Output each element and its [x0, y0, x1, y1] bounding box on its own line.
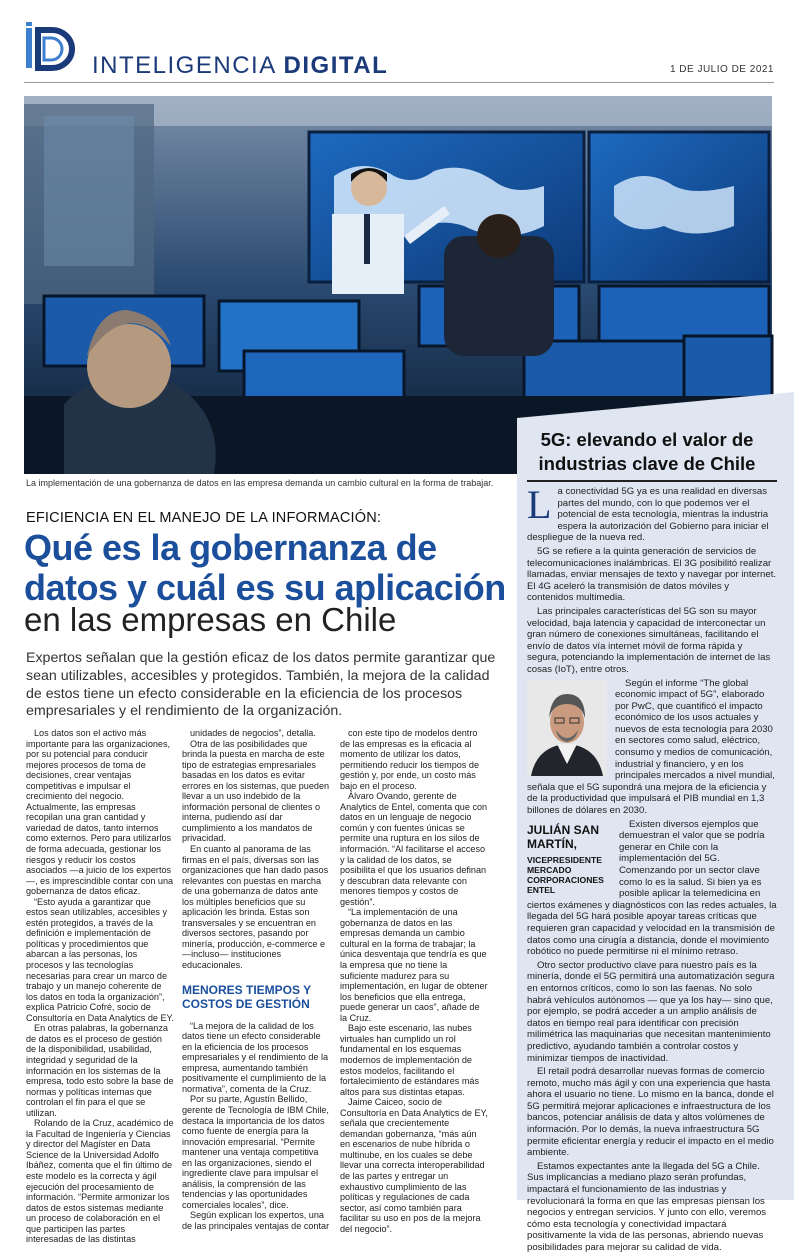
sidebar-paragraph: El retail podrá desarrollar nuevas formas de comercio remoto, mucho más ágil y con una experiencia que hasta ahora el usuario no tiene. Lo mismo en la banca, donde el 5G permitirá mejorar aplicaciones e infraestructura de los bancos, potenciar análisis de data y altos volúmenes de información. Por lo demás, la nueva infraestructura 5G permite eficientar energía y reducir el impacto en el medio ambiente.: [527, 1066, 774, 1159]
body-paragraph: Álvaro Ovando, gerente de Analytics de Entel, comenta que con datos en un lenguaje de negocio común y con fuentes únicas se permite una ruptura en los silos de información. “Al facilitarse el acceso y la calidad de los datos, se posibilita el que los usuarios definan y descubran data relevante con menores tiempos y costos de gestión”.: [340, 791, 488, 907]
body-paragraph: Bajo este escenario, las nubes virtuales han cumplido un rol fundamental en los esquemas modernos de implementación de estos modelos, facilitando el fortalecimiento de estándares más altos para sus distintas etapas.: [340, 1023, 480, 1097]
body-paragraph: “La implementación de una gobernanza de datos en las empresas demanda un cambio cultural en la forma de trabajar; la única desventaja que tendría es que la empresa que no tiene la suficiente madurez para su implementación, en lugar de obtener los beneficios que ella entrega, puede generar un caos”, añade de la Cruz.: [340, 907, 488, 1023]
body-paragraph: “Esto ayuda a garantizar que estos sean utilizables, accesibles y estén protegidos, a través de la definición e implementación de políticas y procedimientos que abarcan a las personas, los procesos y las tecnologías necesarias para crear un marco de trabajo y un manejo coherente de los datos en toda la organización”, explica Patricio Cofré, socio de Consultoría en Data Analytics de EY.: [26, 896, 174, 1023]
body-paragraph: con este tipo de modelos dentro de las empresas es la eficacia al momento de utilizar los datos, permitiendo reducir los tiempos de gestión y, por ende, un costo más bajo en el proceso.: [340, 728, 479, 791]
sidebar-paragraph: Otro sector productivo clave para nuestro país es la minería, donde el 5G permitirá una automatización segura en entornos críticos, como lo son las faenas. No solo habrá vehículos autónomos — que ya los hay— sino que, por ejemplo, se podrá acceder a un amplio análisis de datos en tiempo real para identificar con precisión milimétrica las maquinarias que necesitan mantenimiento predictivo, ayudando también a controlar costos y minimizar tiempos de inactividad.: [527, 959, 775, 1064]
header-rule: [24, 82, 774, 83]
sidebar-rule: [527, 480, 777, 482]
photo-caption: La implementación de una gobernanza de datos en las empresa demanda un cambio cultural en la forma de trabajar.: [26, 478, 494, 488]
article-column-1: [26, 728, 174, 1245]
issue-date: 1 DE JULIO DE 2021: [669, 64, 774, 75]
body-paragraph: Jaime Caiceo, socio de Consultoría en Data Analytics de EY, señala que crecientemente demandan gobernanza, “más aún en escenarios de nube híbrida o multinube, en los cuales se debe llevar una correcta interoperabilidad de las partes y entregar un exhaustivo cumplimiento de las políticas y regulaciones de cada sector, así como también para facilitar su uso en pos de la mejora del negocio”.: [340, 1097, 488, 1234]
body-paragraph: “La mejora de la calidad de los datos tiene un efecto considerable en la eficiencia de los procesos empresariales y el rendimiento de la empresa, aumentando también positivamente el cumplimiento de la normativa”, comenta de la Cruz.: [182, 1020, 329, 1094]
sidebar-paragraph: Según el informe “The global economic impact of 5G”, elaborado por PwC, que cuantificó el impacto económico de los usos actuales y nuevos de esta tecnología para 2030 en sectores como salud, eléctrico, consumo y medios de comunicación, industrial y financiero, y en los principales mercados a nivel mundial, señala que el 5G supondrá una mejora de la eficiencia y de la productividad que impulsará el PIB mundial en 1,3 billones de dólares en 2030.: [527, 677, 775, 817]
masthead: [24, 22, 774, 78]
sidebar-paragraph: Existen diversos ejemplos que demuestran el valor que se podría generar en Chile con la implementación del 5G. Comenzando por un sector clave como lo es la salud. Si bien ya es posible aplicar la telemedicina en ciertos exámenes y diagnósticos con las redes actuales, la llegada del 5G hará posible apoyar tareas críticas que requieren gran capacidad y velocidad en la transmisión de datos como una cirugía a distancia, donde el movimiento robótico no puede permitirse ni el mínimo retraso.: [527, 818, 777, 958]
sidebar-title: 5G: elevando el valor de industrias clave de Chile: [538, 429, 756, 474]
section-subhead: MENORES TIEMPOS Y COSTOS DE GESTIÓN: [182, 982, 311, 1011]
article-lead: Expertos señalan que la gestión eficaz de los datos permite garantizar que sean utilizables, accesibles y protegidos. También, la mejora de la calidad de estos tiene un efecto considerable en la eficiencia de los procesos empresariales y el rendimiento de la organización.: [26, 650, 496, 720]
body-paragraph: En otras palabras, la gobernanza de datos es el proceso de gestión de la disponibilidad, usabilidad, integridad y seguridad de la información en los sistemas de la empresa, todo esto sobre la base de normas y políticas internas que controlan el fin para el que se utilizan.: [26, 1023, 174, 1118]
body-paragraph: Rolando de la Cruz, académico de la Facultad de Ingeniería y Ciencias y director del Magíster en Data Science de la Universidad Adolfo Ibáñez, comenta que el fin último de este modelo es la correcta y ágil ejecución del procesamiento de información. “Permite armonizar los datos de estos sistemas mediante un proceso de colaboración en el que participen las partes interesadas de las distintas: [26, 1118, 174, 1245]
article-column-3: [340, 728, 488, 1234]
brand-name: [92, 52, 388, 80]
body-paragraph: Por su parte, Agustín Bellido, gerente de Tecnología de IBM Chile, destaca la importancia de los datos como fuente de energía para la innovación empresarial. “Permite mantener una ventaja competitiva en las organizaciones, siendo el ingrediente clave para impulsar el análisis, la comprensión de las tendencias y las oportunidades comerciales locales”, dice.: [182, 1094, 329, 1210]
article-headline-sub: en las empresas en Chile: [24, 601, 397, 638]
sidebar-paragraph: [527, 482, 777, 544]
portrait-illustration: [527, 680, 607, 776]
sidebar-body: [527, 482, 777, 1256]
body-paragraph: Otra de las posibilidades que brinda la puesta en marcha de este tipo de estrategias empresariales basadas en los datos es evitar errores en los sistemas, que pueden llevar a un uso indebido de la información personal de clientes o interna, pudiendo así dar cumplimiento a los mandatos de privacidad.: [182, 738, 330, 844]
person-credit: [527, 823, 611, 895]
sidebar-paragraph: Las principales características del 5G son su mayor velocidad, baja latencia y capacidad de interconectar un gran número de conexiones simultáneas, facilitando el envío de datos vía internet móvil de forma rápida y segura, potenciando la implementación de internet de las cosas (IoT), entre otros.: [527, 605, 771, 675]
article-column-2: [182, 728, 330, 1232]
dropcap: L: [527, 482, 552, 527]
article-headline: Qué es la gobernanza de datos y cuál es su aplicación: [24, 527, 506, 608]
sidebar-paragraph: Estamos expectantes ante la llegada del 5G a Chile. Sus implicancias a mediano plazo serán profundas, impactará el funcionamiento de las industrias y revolucionará la forma en que las empresas piensan los negocios y entregan servicios. Y junto con ello, veremos cómo esta tecnología y conectividad impactará positivamente la vida de las personas, abriendo nuevas posibilidades para mejorar su calidad de vida.: [527, 1160, 767, 1253]
body-paragraph: unidades de negocios”, detalla.: [190, 728, 316, 738]
brand-light: INTELIGENCIA: [92, 52, 284, 79]
sidebar-p1: a conectividad 5G ya es una realidad en diversas partes del mundo, con lo que podemos ver el potencial de esta tecnología, mientras la industria espera la autorización del Gobierno para iniciar el despliegue de la nueva red.: [527, 486, 769, 544]
body-paragraph: Según explican los expertos, una de las principales ventajas de contar: [182, 1210, 330, 1231]
body-paragraph: Los datos son el activo más importante para las organizaciones, por su potencial para conducir mejores procesos de toma de decisiones, crear ventajas competitivas e impulsar el crecimiento del negocio. Actualmente, las empresas recopilan una gran cantidad y variedad de datos, tanto internos como externos. Pero para utilizarlos de forma adecuada, gestionar los riesgos y reducir los costos asociados —a juicio de los expertos—, es imprescindible contar con una gobernanza de datos eficaz.: [26, 728, 174, 897]
article-kicker: EFICIENCIA EN EL MANEJO DE LA INFORMACIÓN:: [26, 510, 382, 526]
person-role: VICEPRESIDENTE MERCADO CORPORACIONES ENTEL: [527, 854, 604, 895]
body-paragraph: En cuanto al panorama de las firmas en el país, diversas son las organizaciones que han dado pasos relevantes con puestas en marcha de una gobernanza de datos ante los múltiples beneficios que su aplicación les brinda. Estas son transversales y se encuentran en diversos sectores, pasando por minería, producción, e-commerce e —incluso— instituciones educacionales.: [182, 844, 329, 971]
person-name: JULIÁN SAN MARTÍN,: [527, 822, 600, 851]
sidebar-paragraph: 5G se refiere a la quinta generación de servicios de telecomunicaciones inalámbricas. El 3G posibilitó realizar llamadas, enviar mensajes de texto y navegar por internet. El 4G aceleró la transmisión de datos móviles y contenidos multimedia.: [527, 545, 777, 604]
brand-bold: DIGITAL: [283, 52, 389, 79]
id-logo-icon: [24, 22, 76, 74]
portrait-photo: [527, 680, 607, 776]
